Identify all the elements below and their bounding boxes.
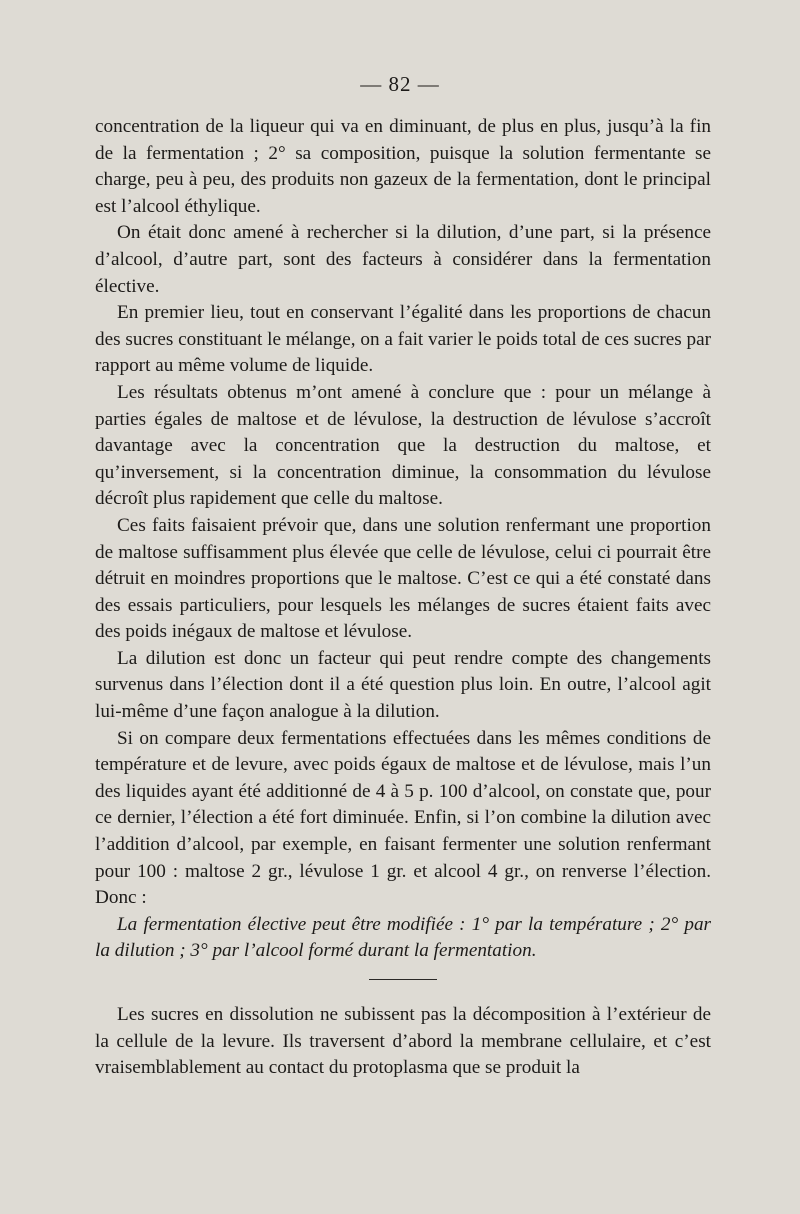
paragraph-comparaison: Si on compare deux fermentations effectuées dans les mêmes conditions de température et de levure, avec poids égaux de maltose et de lévulose, mais l’un des liquides ayant été additionné de 4 à 5 p. 100 d’alcool, on constate que, pour ce dernier, l’élection a été fort diminuée. Enfin, si l’on combine la dilution avec l’addition d’alcool, par exemple, en faisant fermenter une solution renfermant pour 100 : maltose 2 gr., lévulose 1 gr. et alcool 4 gr., on renverse l’élection. Donc : bbox=[95, 727, 711, 909]
paragraph-sucres-dissolution: Les sucres en dissolution ne subissent pas la décomposition à l’extérieur de la cellule de la levure. Ils traversent d’abord la membrane cellulaire, et c’est vraisemblablement au contact du protoplasma que se produit la bbox=[95, 1004, 711, 1079]
section-divider bbox=[369, 979, 437, 980]
paragraph-dilution-alcool: On était donc amené à rechercher si la dilution, d’une part, si la présence d’alcool, d’autre part, sont des facteurs à considérer dans la fermentation élective. bbox=[95, 222, 711, 297]
body-text bbox=[95, 114, 711, 1082]
paragraph-continuation: concentration de la liqueur qui va en diminuant, de plus en plus, jusqu’à la fin de la fermentation ; 2° sa composition, puisque la solution fermentante se charge, peu à peu, des produits non gazeux de la fermentation, dont le principal est l’alcool éthylique. bbox=[95, 116, 711, 217]
paragraph-resultats: Les résultats obtenus m’ont amené à conclure que : pour un mélange à parties égales de maltose et de lévulose, la destruction de lévulose s’accroît davantage avec la concentration que la destruction du maltose, et qu’inversement, si la concentration diminue, la consommation du lévulose décroît plus rapidement que celle du maltose. bbox=[95, 381, 711, 510]
paragraph-dilution-facteur: La dilution est donc un facteur qui peut rendre compte des changements survenus dans l’élection dont il a été question plus loin. En outre, l’alcool agit lui-même d’une façon analogue à la dilution. bbox=[95, 647, 711, 723]
paragraph-premier-lieu: En premier lieu, tout en conservant l’égalité dans les proportions de chacun des sucres constituant le mélange, on a fait varier le poids total de ces sucres par rapport au même volume de liquide. bbox=[95, 302, 711, 377]
page-number: — 82 — bbox=[360, 72, 440, 96]
paragraph-conclusion: La fermentation élective peut être modifiée : 1° par la température ; 2° par la dilution ; 3° par l’alcool formé durant la fermentation. bbox=[95, 913, 711, 962]
paragraph-ces-faits: Ces faits faisaient prévoir que, dans une solution renfermant une proportion de maltose suffisamment plus élevée que celle de lévulose, celui ci pourrait être détruit en moindres proportions que le maltose. C’est ce qui a été constaté dans des essais particuliers, pour lesquels les mélanges de sucres étaient faits avec des poids inégaux de maltose et lévulose. bbox=[95, 514, 711, 643]
